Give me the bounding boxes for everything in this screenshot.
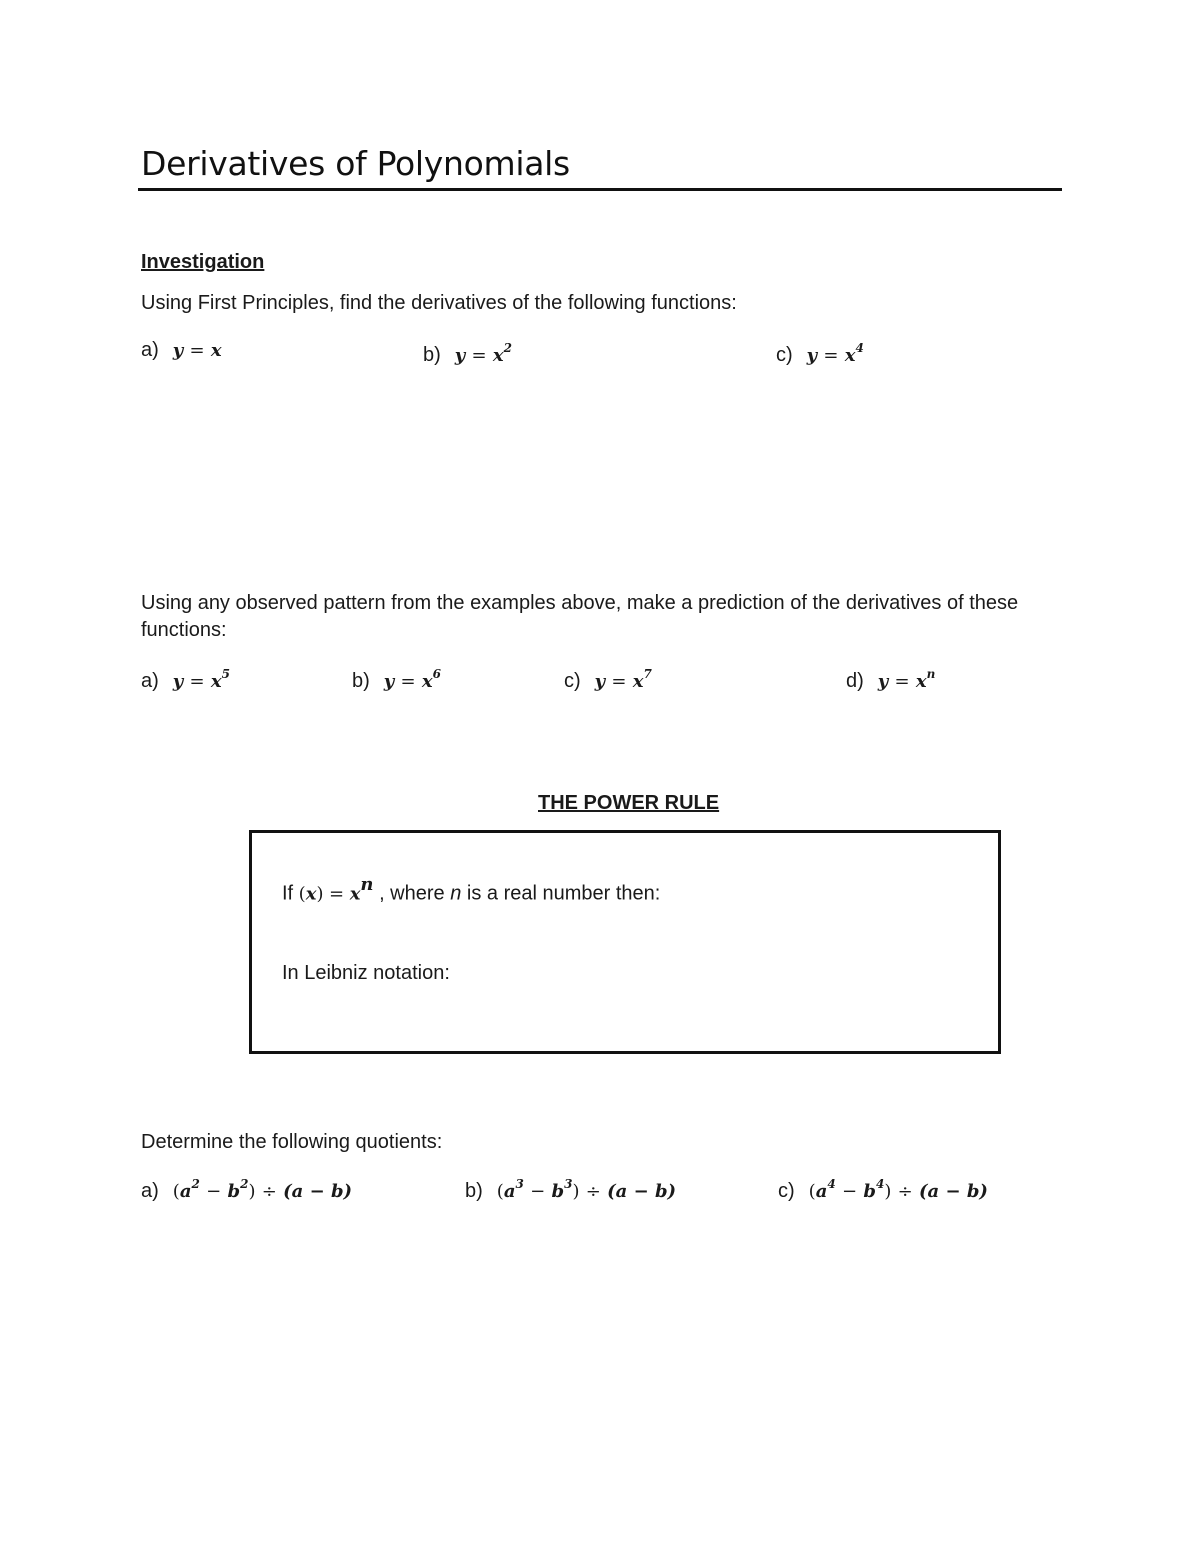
equation: y = x: [172, 340, 222, 361]
second-item-c: [564, 662, 652, 696]
item-label: c): [776, 344, 793, 366]
second-item-b: [352, 662, 441, 696]
item-label: c): [778, 1180, 795, 1202]
quotient-item-b: [465, 1172, 676, 1206]
expression: $(a^3 - b^3) \div (a - b)$: [496, 1177, 677, 1202]
item-label: d): [846, 670, 864, 692]
item-label: b): [423, 344, 441, 366]
power-rule-line1: If $(x) = x^n$ , where n is a real number then:: [282, 874, 661, 905]
page-title: Derivatives of Polynomials: [141, 144, 570, 183]
first-instruction: Using First Principles, find the derivatives of the following functions:: [141, 292, 737, 314]
equation: $y = x^5$: [172, 667, 231, 692]
expression: $(a^2 - b^2) \div (a - b)$: [172, 1177, 353, 1202]
item-label: b): [465, 1180, 483, 1202]
section-heading: Investigation: [141, 251, 265, 273]
second-item-d: [846, 662, 935, 696]
item-label: a): [141, 670, 159, 692]
second-item-a: [141, 662, 230, 696]
power-rule-heading: THE POWER RULE: [538, 792, 720, 814]
quotient-item-a: [141, 1172, 352, 1206]
item-label: a): [141, 339, 159, 361]
second-instruction: Using any observed pattern from the examples above, make a prediction of the derivatives of these functions:: [141, 592, 1019, 641]
equation: $y = x^2$: [454, 341, 513, 366]
quotient-item-c: [778, 1172, 988, 1206]
item-label: b): [352, 670, 370, 692]
equation: $y = x^6$: [383, 667, 442, 692]
first-item-b: [423, 336, 512, 370]
item-label: c): [564, 670, 581, 692]
equation: $y = x^7$: [594, 667, 652, 692]
expression: $(a^4 - b^4) \div (a - b)$: [808, 1177, 988, 1202]
first-item-c: [776, 336, 864, 370]
equation: $y = x^n$: [877, 667, 936, 692]
power-rule-box: [249, 830, 1001, 1054]
quotients-instruction: Determine the following quotients:: [141, 1131, 443, 1153]
item-label: a): [141, 1180, 159, 1202]
title-rule: [138, 188, 1062, 191]
power-rule-line2: In Leibniz notation:: [282, 962, 450, 984]
first-item-a: [141, 336, 222, 365]
equation: $y = x^4$: [806, 341, 864, 366]
